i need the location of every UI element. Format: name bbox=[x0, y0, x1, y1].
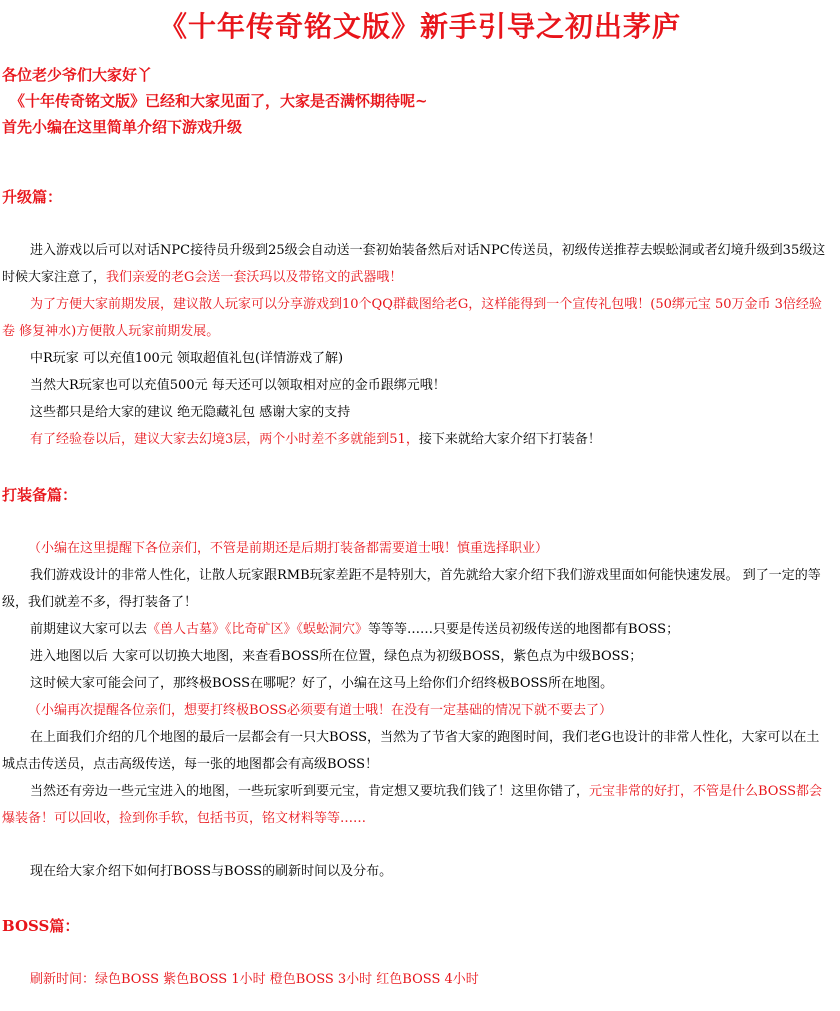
gear-note-2: （小编再次提醒各位亲们，想要打终极BOSS必须要有道士哦！在没有一定基础的情况下就不要去了） bbox=[28, 703, 613, 718]
gear-paragraph-3: 进入地图以后 大家可以切换大地图，来查看BOSS所在位置，绿色点为初级BOSS，紫色点为中级BOSS； bbox=[30, 649, 643, 664]
upgrade-p1-text: 进入游戏以后可以对话NPC接待员升级到25级会自动送一套初始装备然后对话NPC传送员，初级传送推荐去蜈蚣洞或者幻境升级到35级这时候大家注意了， bbox=[2, 243, 826, 285]
upgrade-paragraph-5: 这些都只是给大家的建议 绝无隐藏礼包 感谢大家的支持 bbox=[30, 405, 351, 420]
gear-paragraph-2 bbox=[0, 616, 836, 643]
gear-p6-highlight: 元宝非常的好打，不管是什么BOSS都会爆装备！可以回收，捡到你手软，包括书页，铭文材料等等…… bbox=[2, 784, 823, 826]
gear-p2-lead: 前期建议大家可以去 bbox=[30, 622, 148, 637]
page-title: 《十年传奇铭文版》新手引导之初出茅庐 bbox=[158, 10, 681, 43]
gear-map-list: 《兽人古墓》《比奇矿区》《蜈蚣洞穴》 bbox=[147, 622, 369, 637]
gear-section bbox=[0, 535, 836, 832]
gear-paragraph-6 bbox=[0, 778, 836, 832]
upgrade-section bbox=[0, 237, 836, 453]
gear-paragraph-1: 我们游戏设计的非常人性化，让散人玩家跟RMB玩家差距不是特别大，首先就给大家介绍下我们游戏里面如何能快速发展。 到了一定的等级，我们就差不多，得打装备了！ bbox=[2, 568, 821, 610]
upgrade-paragraph-2: 为了方便大家前期发展，建议散人玩家可以分享游戏到10个QQ群截图给老G，这样能得到一个宣传礼包哦！(50绑元宝 50万金币 3倍经验卷 修复神水)方便散人玩家前期发展。 bbox=[2, 297, 822, 339]
gear-paragraph-4: 这时候大家可能会问了，那终极BOSS在哪呢？好了，小编在这马上给你们介绍终极BOSS所在地图。 bbox=[30, 676, 614, 691]
boss-heading: BOSS篇： bbox=[2, 917, 80, 935]
intro-announcement: 《十年传奇铭文版》已经和大家见面了，大家是否满怀期待呢~ bbox=[10, 92, 428, 110]
intro-summary: 首先小编在这里简单介绍下游戏升级 bbox=[2, 118, 243, 136]
upgrade-paragraph-6 bbox=[0, 426, 836, 453]
upgrade-paragraph-3: 中R玩家 可以充值100元 领取超值礼包(详情游戏了解) bbox=[30, 351, 344, 366]
intro-greeting: 各位老少爷们大家好丫 bbox=[2, 66, 153, 84]
upgrade-paragraph-4: 当然大R玩家也可以充值500元 每天还可以领取相对应的金币跟绑元哦！ bbox=[30, 378, 446, 393]
upgrade-p6-highlight: 有了经验卷以后，建议大家去幻境3层，两个小时差不多就能到51， bbox=[30, 432, 419, 447]
upgrade-heading: 升级篇： bbox=[2, 188, 63, 206]
gear-p2-tail: 等等等……只要是传送员初级传送的地图都有BOSS； bbox=[368, 622, 680, 637]
boss-intro: 现在给大家介绍下如何打BOSS与BOSS的刷新时间以及分布。 bbox=[30, 864, 393, 879]
boss-section bbox=[0, 966, 836, 993]
upgrade-p1-highlight: 我们亲爱的老G会送一套沃玛以及带铭文的武器哦！ bbox=[106, 270, 403, 285]
intro-block bbox=[0, 62, 840, 140]
upgrade-p6-text: 接下来就给大家介绍下打装备！ bbox=[418, 432, 601, 447]
gear-note-1: （小编在这里提醒下各位亲们，不管是前期还是后期打装备都需要道士哦！慎重选择职业） bbox=[28, 541, 549, 556]
boss-intro-block bbox=[0, 858, 836, 885]
gear-p6-text: 当然还有旁边一些元宝进入的地图，一些玩家听到要元宝，肯定想又要坑我们钱了！这里你错了， bbox=[30, 784, 590, 799]
gear-paragraph-5: 在上面我们介绍的几个地图的最后一层都会有一只大BOSS，当然为了节省大家的跑图时间，我们老G也设计的非常人性化，大家可以在土城点击传送员，点击高级传送，每一张的地图都会有高级BOSS！ bbox=[2, 730, 820, 772]
gear-heading: 打装备篇： bbox=[2, 486, 78, 504]
upgrade-paragraph-1 bbox=[0, 237, 836, 291]
boss-refresh-times: 刷新时间：绿色BOSS 紫色BOSS 1小时 橙色BOSS 3小时 红色BOSS 4小时 bbox=[30, 972, 479, 987]
